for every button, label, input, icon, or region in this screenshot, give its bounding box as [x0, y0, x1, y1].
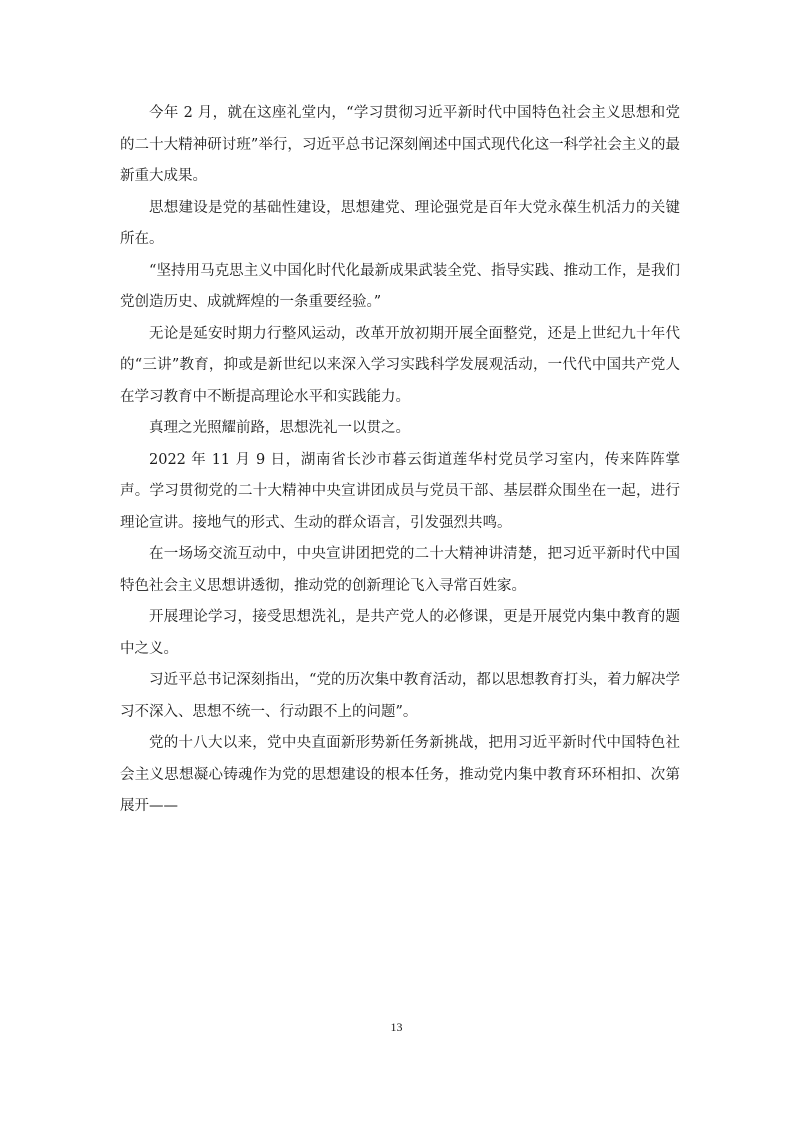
page-number: 13 — [390, 1020, 403, 1034]
paragraph-9: 习近平总书记深刻指出，“党的历次集中教育活动，都以思想教育打头，着力解决学习不深入、思想不统一、行动跟不上的问题”。 — [120, 672, 680, 720]
paragraph-10: 党的十八大以来，党中央直面新形势新任务新挑战，把用习近平新时代中国特色社会主义思想凝心铸魂作为党的思想建设的根本任务，推动党内集中教育环环相扣、次第展开—— — [120, 735, 680, 814]
paragraph-6: 2022 年 11 月 9 日，湖南省长沙市暮云街道莲华村党员学习室内，传来阵阵掌声。学习贯彻党的二十大精神中央宣讲团成员与党员干部、基层群众围坐在一起，进行理论宣讲。接地气的形式、生动的群众语言，引发强烈共鸣。 — [120, 451, 680, 531]
paragraph-2: 思想建设是党的基础性建设，思想建党、理论强党是百年大党永葆生机活力的关键所在。 — [120, 199, 680, 247]
paragraph-4: 无论是延安时期力行整风运动，改革开放初期开展全面整党，还是上世纪九十年代的“三讲”教育，抑或是新世纪以来深入学习实践科学发展观活动，一代代中国共产党人在学习教育中不断提高理论水平和实践能力。 — [120, 325, 680, 405]
body-text — [120, 98, 680, 823]
paragraph-1: 今年 2 月，就在这座礼堂内，“学习贯彻习近平新时代中国特色社会主义思想和党的二十大精神研讨班”举行，习近平总书记深刻阐述中国式现代化这一科学社会主义的最新重大成果。 — [120, 105, 680, 184]
paragraph-8: 开展理论学习，接受思想洗礼，是共产党人的必修课，更是开展党内集中教育的题中之义。 — [120, 609, 680, 657]
paragraph-3-quote: “坚持用马克思主义中国化时代化最新成果武装全党、指导实践、推动工作，是我们党创造历史、成就辉煌的一条重要经验。” — [120, 262, 680, 310]
paragraph-5: 真理之光照耀前路，思想洗礼一以贯之。 — [149, 420, 410, 436]
paragraph-7: 在一场场交流互动中，中央宣讲团把党的二十大精神讲清楚，把习近平新时代中国特色社会主义思想讲透彻，推动党的创新理论飞入寻常百姓家。 — [120, 546, 680, 594]
